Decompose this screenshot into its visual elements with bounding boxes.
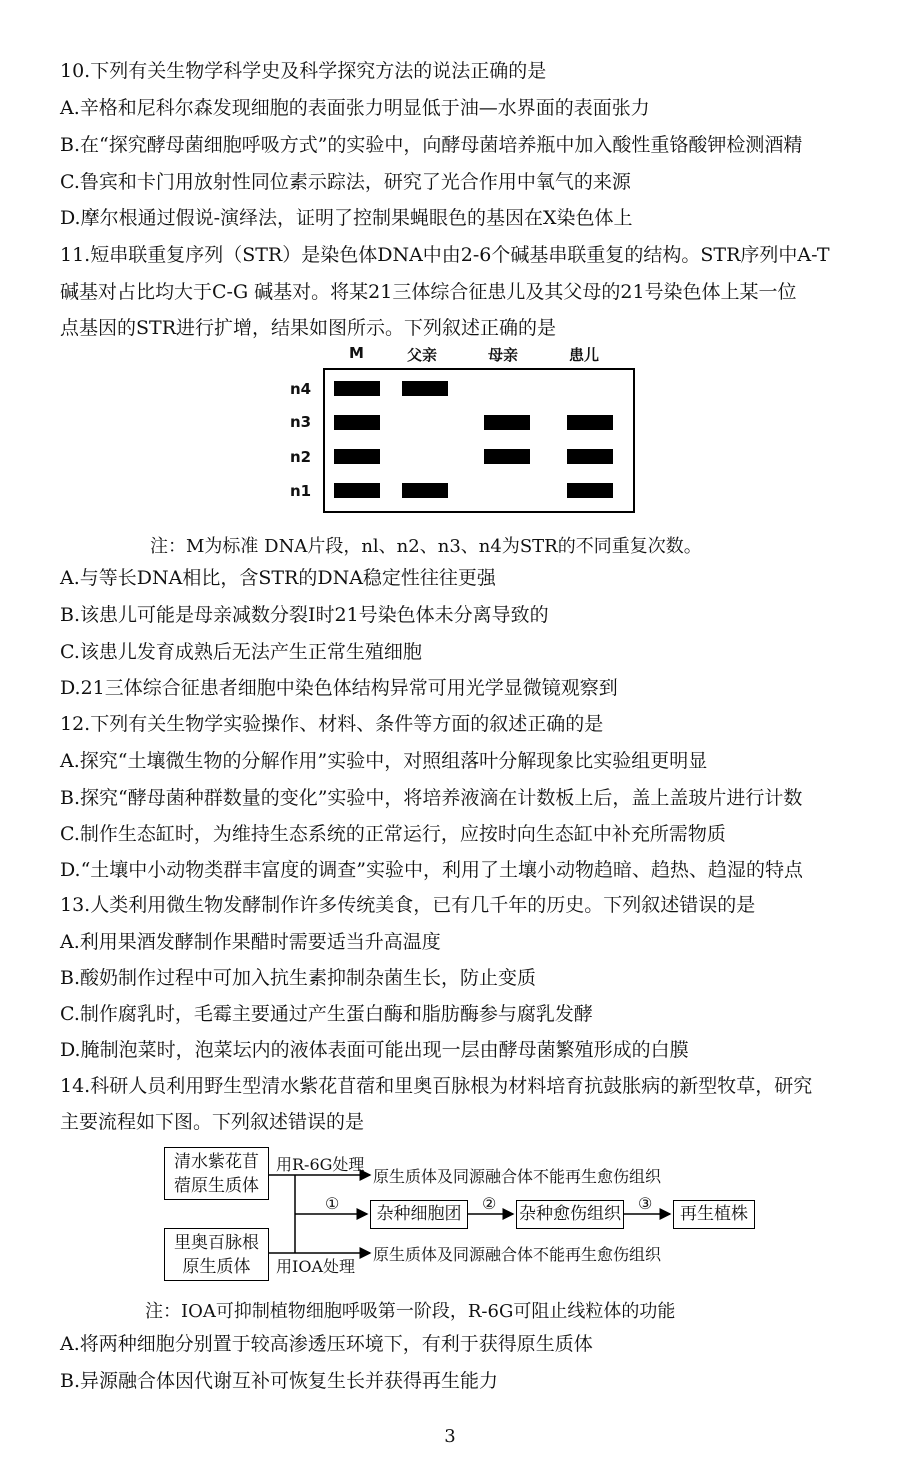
gel-lane-label-patient: 患儿 xyxy=(569,346,600,364)
flow-step-1: ① xyxy=(325,1194,340,1213)
q14-option-a: A.将两种细胞分别置于较高渗透压环境下，有利于获得原生质体 xyxy=(60,1333,593,1355)
flow-treat-ioa: 用IOA处理 xyxy=(276,1257,355,1276)
page-number: 3 xyxy=(444,1426,456,1447)
q14-figure-note: 注：IOA可抑制植物细胞呼吸第一阶段，R-6G可阻止线粒体的功能 xyxy=(145,1301,676,1322)
gel-row-label-n1: n1 xyxy=(290,482,312,500)
flow-box-alfalfa-line2: 蓿原生质体 xyxy=(174,1176,259,1196)
gel-lane-label-m: M xyxy=(349,344,364,362)
gel-lane-label-mother: 母亲 xyxy=(488,346,519,364)
q14-stem-line1: 14.科研人员利用野生型清水紫花苜蓿和里奥百脉根为材料培育抗鼓胀病的新型牧草，研究 xyxy=(60,1075,813,1097)
q11-stem-line3: 点基因的STR进行扩增，结果如图所示。下列叙述正确的是 xyxy=(60,317,556,339)
flow-step-2: ② xyxy=(482,1194,497,1213)
flow-box-alfalfa-line1: 清水紫花苜 xyxy=(174,1152,259,1172)
flow-step-3: ③ xyxy=(638,1194,653,1213)
flow-box-alfalfa-protoplast xyxy=(164,1147,269,1200)
q10-option-a: A.辛格和尼科尔森发现细胞的表面张力明显低于油—水界面的表面张力 xyxy=(60,97,650,119)
gel-row-label-n4: n4 xyxy=(290,380,312,398)
q11-stem-line2: 碱基对占比均大于C-G 碱基对。将某21三体综合征患儿及其父母的21号染色体上某一位 xyxy=(60,281,797,303)
q12-option-b: B.探究“酵母菌种群数量的变化”实验中，将培养液滴在计数板上后，盖上盖玻片进行计数 xyxy=(60,787,803,809)
flow-box-lotus-protoplast xyxy=(164,1228,269,1281)
q13-option-c: C.制作腐乳时，毛霉主要通过产生蛋白酶和脂肪酶参与腐乳发酵 xyxy=(60,1003,593,1025)
flow-box-lotus-line1: 里奥百脉根 xyxy=(174,1233,259,1253)
flow-box-hybrid-cell-cluster: 杂种细胞团 xyxy=(370,1200,468,1229)
flow-result-top: 原生质体及同源融合体不能再生愈伤组织 xyxy=(373,1167,662,1186)
flow-box-lotus-line2: 原生质体 xyxy=(182,1257,251,1277)
q11-option-a: A.与等长DNA相比，含STR的DNA稳定性往往更强 xyxy=(60,567,496,589)
q13-stem: 13.人类利用微生物发酵制作许多传统美食，已有几千年的历史。下列叙述错误的是 xyxy=(60,894,756,916)
q11-stem-line1: 11.短串联重复序列（STR）是染色体DNA中由2-6个碱基串联重复的结构。STR序列中A-T xyxy=(60,244,830,266)
q10-option-d: D.摩尔根通过假说-演绎法，证明了控制果蝇眼色的基因在X染色体上 xyxy=(60,207,633,229)
flow-result-bottom: 原生质体及同源融合体不能再生愈伤组织 xyxy=(373,1245,662,1264)
gel-lane-label-father: 父亲 xyxy=(407,346,438,364)
gel-row-label-n3: n3 xyxy=(290,413,312,431)
q13-option-a: A.利用果酒发酵制作果醋时需要适当升高温度 xyxy=(60,931,441,953)
flow-box-hybrid-callus: 杂种愈伤组织 xyxy=(516,1200,624,1229)
q10-stem: 10.下列有关生物学科学史及科学探究方法的说法正确的是 xyxy=(60,60,547,82)
q12-option-a: A.探究“土壤微生物的分解作用”实验中，对照组落叶分解现象比实验组更明显 xyxy=(60,750,708,772)
q12-stem: 12.下列有关生物学实验操作、材料、条件等方面的叙述正确的是 xyxy=(60,713,604,735)
gel-row-label-n2: n2 xyxy=(290,448,312,466)
flow-box-regenerated-plant: 再生植株 xyxy=(673,1200,755,1229)
q11-option-b: B.该患儿可能是母亲减数分裂Ⅰ时21号染色体未分离导致的 xyxy=(60,604,549,626)
q11-figure-note: 注：M为标准 DNA片段，nl、n2、n3、n4为STR的不同重复次数。 xyxy=(150,536,702,557)
q14-option-b: B.异源融合体因代谢互补可恢复生长并获得再生能力 xyxy=(60,1370,499,1392)
q10-option-c: C.鲁宾和卡门用放射性同位素示踪法，研究了光合作用中氧气的来源 xyxy=(60,171,631,193)
q13-option-b: B.酸奶制作过程中可加入抗生素抑制杂菌生长，防止变质 xyxy=(60,967,537,989)
q14-stem-line2: 主要流程如下图。下列叙述错误的是 xyxy=(60,1111,365,1133)
q12-option-d: D.“土壤中小动物类群丰富度的调查”实验中，利用了土壤小动物趋暗、趋热、趋湿的特点 xyxy=(60,859,804,881)
flow-treat-r6g: 用R-6G处理 xyxy=(276,1155,365,1174)
q11-option-c: C.该患儿发育成熟后无法产生正常生殖细胞 xyxy=(60,641,422,663)
q10-option-b: B.在“探究酵母菌细胞呼吸方式”的实验中，向酵母菌培养瓶中加入酸性重铬酸钾检测酒精 xyxy=(60,134,803,156)
q11-option-d: D.21三体综合征患者细胞中染色体结构异常可用光学显微镜观察到 xyxy=(60,677,618,699)
q13-option-d: D.腌制泡菜时，泡菜坛内的液体表面可能出现一层由酵母菌繁殖形成的白膜 xyxy=(60,1039,689,1061)
q12-option-c: C.制作生态缸时，为维持生态系统的正常运行，应按时向生态缸中补充所需物质 xyxy=(60,823,726,845)
